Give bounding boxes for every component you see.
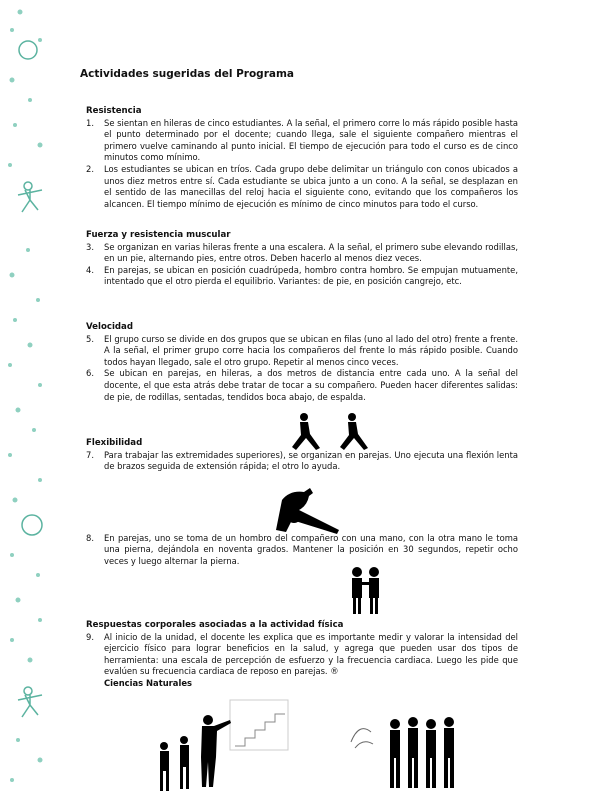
list-item (86, 632, 518, 690)
section-heading: Resistencia (86, 106, 142, 116)
pair-illustration-icon (348, 566, 384, 616)
stretching-illustration-icon (272, 488, 348, 534)
section-respuestas (86, 620, 518, 690)
pulse-check-illustration-icon (345, 712, 465, 797)
item-number: 9. (86, 631, 94, 642)
list-item (86, 533, 518, 568)
section-heading: Respuestas corporales asociadas a la actividad física (86, 620, 344, 630)
decorative-figures-icon (0, 0, 70, 800)
item-text: El grupo curso se divide en dos grupos que se ubican en filas (uno al lado del otro) frente a frente. A la señal, el primer grupo corre hacia los compañeros del frente lo más rápido posible. Cuando todos hayan llegado, sale el otro grupo. Repetir al menos cinco veces. (104, 333, 518, 367)
list-item (86, 450, 518, 473)
item-text: Los estudiantes se ubican en tríos. Cada grupo debe delimitar un triángulo con conos ubicados a unos diez metros entre sí. Cada estudiante se ubica junto a un cono. A la señal, se desplazan en el sentido de las manecillas del reloj hacia el siguiente cono, evitando que los compañeros los alcancen. El tiempo mínimo de ejecución es mínimo de cinco minutos para todo el curso. (104, 163, 518, 209)
section-velocidad (86, 322, 518, 403)
item-number: 2. (86, 163, 94, 174)
item-text: En parejas, uno se toma de un hombro del compañero con una mano, con la otra mano le toma una pierna, dejándola en noventa grados. Mantener la posición en 30 segundos, repetir ocho veces y luego alternar la pierna. (104, 532, 518, 566)
item-text: Se organizan en varias hileras frente a una escalera. A la señal, el primero sube elevando rodillas, en un pie, alternando pies, entre otros. Deben hacerlo al menos diez veces. (104, 241, 518, 264)
decorative-border (0, 0, 70, 800)
item-text: En parejas, se ubican en posición cuadrúpeda, hombro contra hombro. Se empujan mutuamente, intentado que el otro pierda el equilibrio. Variantes: de pie, en posición cangrejo, etc. (104, 264, 518, 287)
section-heading: Flexibilidad (86, 438, 143, 448)
section-heading: Velocidad (86, 322, 134, 332)
section-fuerza (86, 230, 518, 288)
item-number: 8. (86, 532, 94, 543)
item-text: Se ubican en parejas, en hileras, a dos metros de distancia entre cada uno. A la señal del docente, el que esta atrás debe tratar de tocar a su compañero. Pueden hacer diferentes salidas: de pie, de rodillas, sentadas, tendidos boca abajo, de espalda. (104, 368, 518, 402)
list-item (86, 164, 518, 210)
list-item (86, 334, 518, 369)
item-number: 3. (86, 241, 94, 252)
item-text: Para trabajar las extremidades superiores), se organizan en parejas. Uno ejecuta una flexión lenta de brazos seguida de extensión rápida; el otro lo ayuda. (104, 449, 518, 472)
section-heading: Fuerza y resistencia muscular (86, 230, 231, 240)
item-number: 7. (86, 449, 94, 460)
item-text: Al inicio de la unidad, el docente les explica que es importante medir y valorar la intensidad del ejercicio físico para lograr beneficios en la salud, y agrega que pueden usar dos tipos de herramienta: una escala de percepción de esfuerzo y la frecuencia cardiaca. Luego les pide que evalúen su frecuencia cardiaca de reposo en parejas. ® (104, 631, 518, 677)
list-item (86, 242, 518, 265)
item-number: 1. (86, 117, 94, 128)
list-item (86, 118, 518, 164)
item-text: Se sientan en hileras de cinco estudiantes. A la señal, el primero corre lo más rápido posible hasta el punto determinado por el docente; cuando llega, sale el siguiente compañero mientras el primero vuelve caminando al punto inicial. El tiempo de ejecución para todo el curso es de cinco minutos como mínimo. (104, 117, 518, 163)
list-item (86, 265, 518, 288)
section-resistencia (86, 106, 518, 210)
item-number: 4. (86, 264, 94, 275)
item-number: 6. (86, 368, 94, 379)
subject-link: Ciencias Naturales (104, 677, 192, 688)
item-number: 5. (86, 333, 94, 344)
list-item (86, 368, 518, 403)
page-title: Actividades sugeridas del Programa (80, 68, 294, 80)
teacher-stairs-illustration-icon (150, 698, 290, 798)
